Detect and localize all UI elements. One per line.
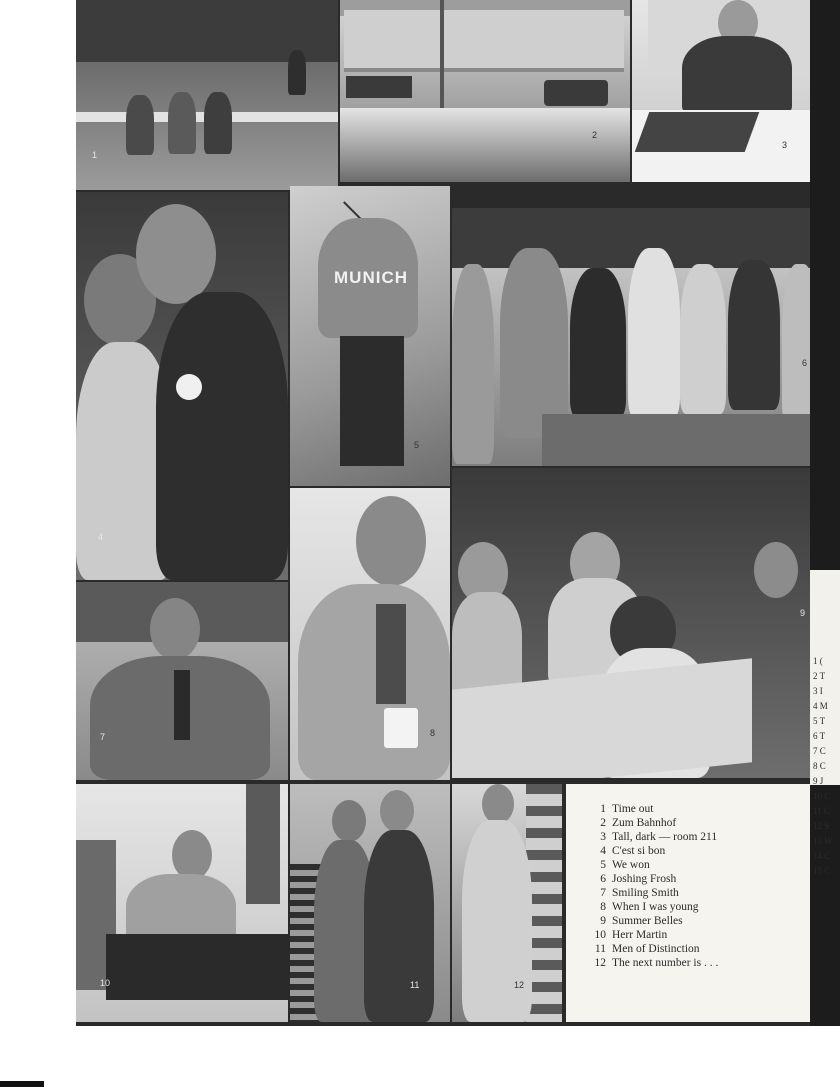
photo-men-of-distinction: [290, 784, 450, 1022]
edge-caption-fragment: 8 C: [813, 761, 826, 771]
caption-item: 6 Joshing Frosh: [600, 873, 677, 885]
edge-caption-fragment: 10 C: [813, 791, 831, 801]
scan-bottom-mark: [0, 1081, 44, 1087]
photo-we-won: [290, 186, 450, 486]
photo-the-next-number: [452, 784, 562, 1022]
edge-caption-fragment: 7 C: [813, 746, 826, 756]
photo-number: 1: [92, 150, 98, 160]
photo-number: 10: [100, 978, 111, 988]
photo-number: 9: [800, 608, 806, 618]
caption-item: 5 We won: [600, 859, 650, 871]
caption-item: 11 Men of Distinction: [594, 943, 700, 955]
edge-caption-fragment: 9 J: [813, 776, 824, 786]
edge-caption-fragment: 6 T: [813, 731, 826, 741]
edge-caption-fragment: 3 I: [813, 686, 823, 696]
edge-caption-fragment: 5 T: [813, 716, 826, 726]
photo-number: 3: [782, 140, 788, 150]
photo-summer-belles: [452, 468, 818, 778]
edge-caption-fragment: 13 W: [813, 836, 833, 846]
edge-caption-fragment: 2 T: [813, 671, 826, 681]
photo-cest-si-bon: [76, 192, 288, 580]
photo-number: 7: [100, 732, 106, 742]
caption-item: 2 Zum Bahnhof: [600, 817, 677, 829]
caption-item: 8 When I was young: [600, 901, 699, 913]
caption-item: 3 Tall, dark — room 211: [600, 831, 718, 843]
photo-number: 5: [414, 440, 420, 450]
photo-joshing-frosh: [452, 208, 818, 466]
caption-list: [566, 785, 806, 990]
photo-smiling-smith: [76, 582, 288, 780]
edge-caption-fragment: 14 C: [813, 851, 831, 861]
caption-item: 12 The next number is . . .: [594, 957, 719, 969]
photo-herr-martin: [76, 784, 288, 1022]
edge-caption-fragment: 15 C: [813, 866, 831, 876]
caption-item: 10 Herr Martin: [594, 929, 668, 941]
caption-item: 1 Time out: [600, 803, 654, 815]
sweater-lettering: MUNICH: [334, 268, 408, 287]
caption-item: 7 Smiling Smith: [600, 887, 679, 899]
photo-when-i-was-young: [290, 488, 450, 780]
photo-time-out: [76, 0, 338, 190]
caption-item: 4 C'est si bon: [600, 845, 666, 857]
photo-number: 4: [98, 532, 104, 542]
photo-tall-dark: [632, 0, 818, 182]
caption-item: 9 Summer Belles: [600, 915, 683, 927]
edge-caption-fragment: 11 C: [813, 806, 830, 816]
photo-number: 2: [592, 130, 598, 140]
photo-zum-bahnhof: [340, 0, 630, 182]
photo-number: 12: [514, 980, 525, 990]
photo-number: 6: [802, 358, 808, 368]
edge-caption-fragment: 12 S: [813, 821, 830, 831]
edge-caption-fragment: 1 (: [813, 656, 823, 666]
photo-number: 8: [430, 728, 436, 738]
photo-number: 11: [410, 980, 420, 990]
edge-caption-fragment: 4 M: [813, 701, 828, 711]
